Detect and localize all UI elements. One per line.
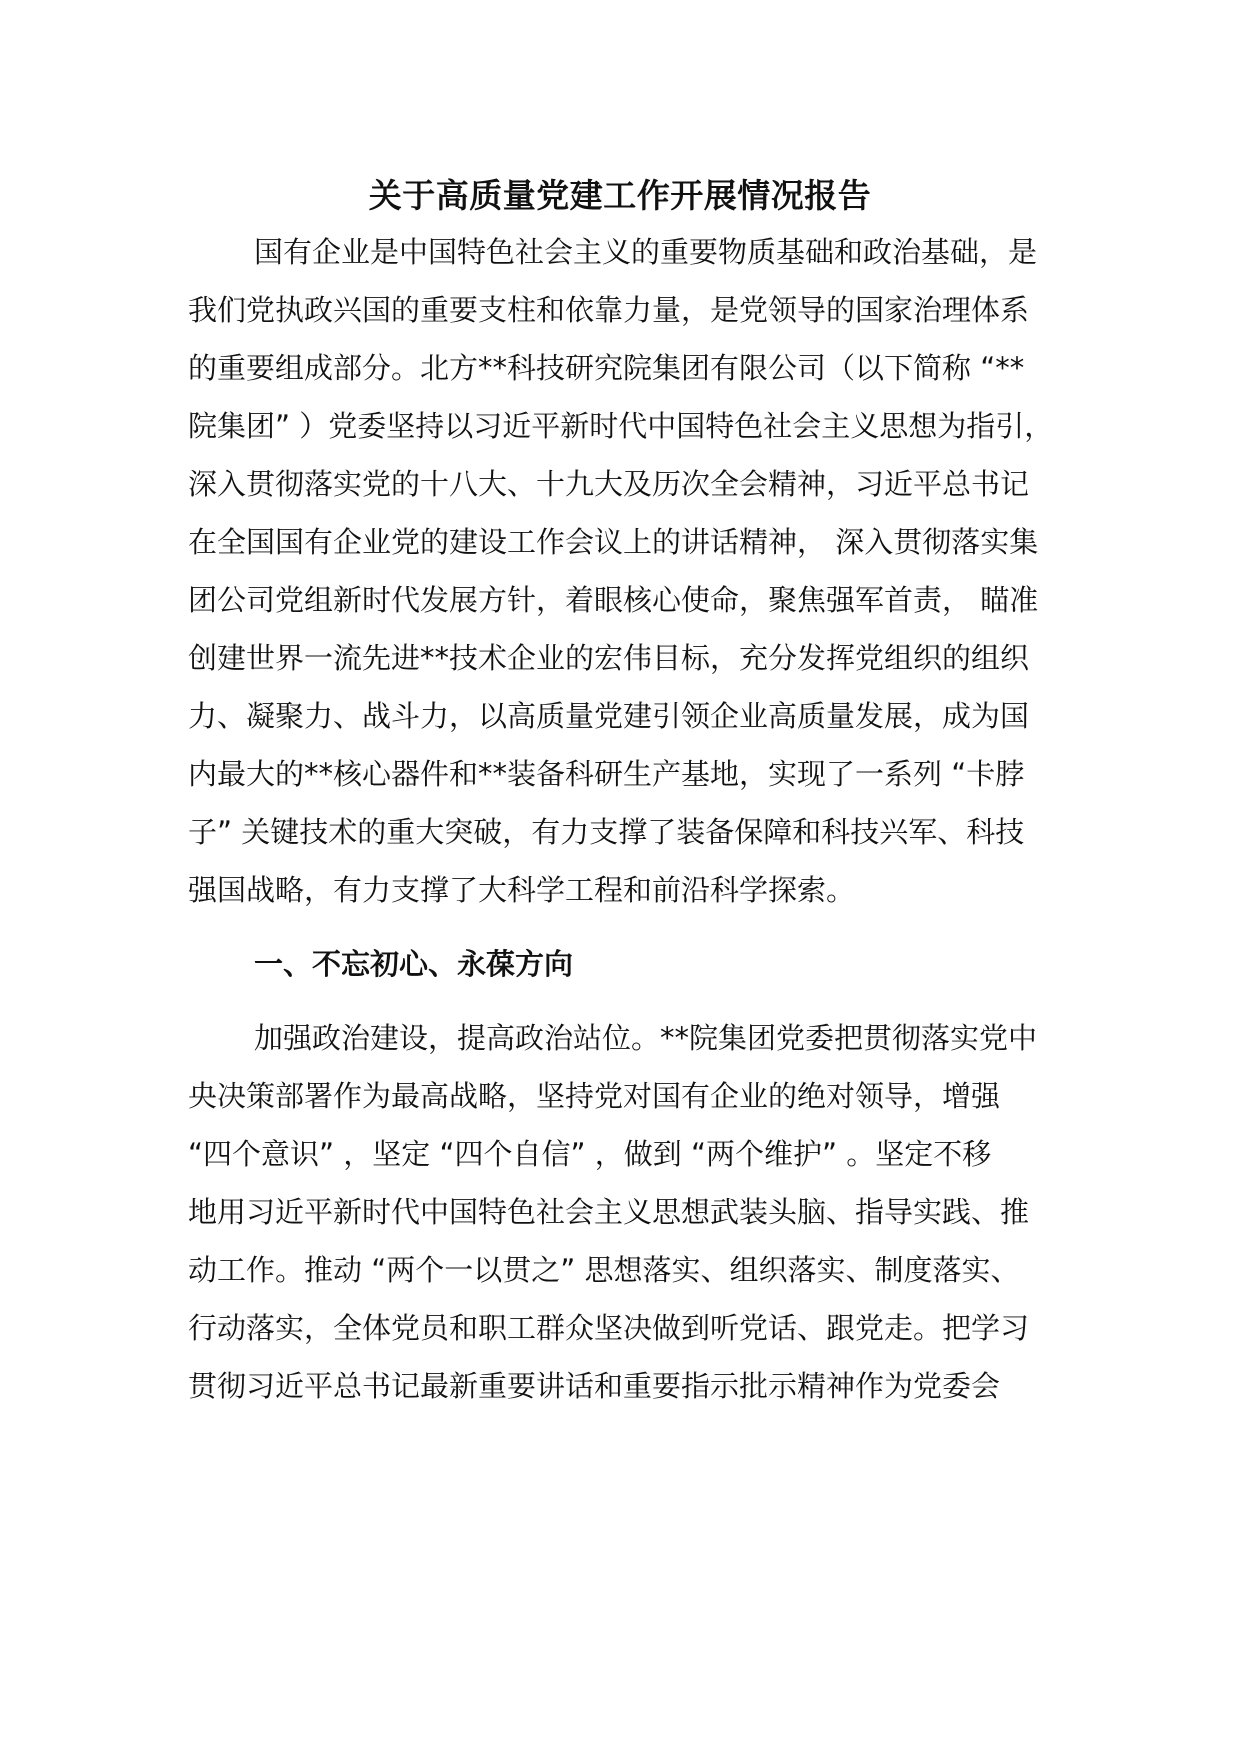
paragraph-1-line: 院集团” ）党委坚持以习近平新时代中国特色社会主义思想为指引， <box>188 409 1054 443</box>
paragraph-1-line: 强国战略，有力支撑了大科学工程和前沿科学探索。 <box>188 873 856 907</box>
paragraph-2-line: 贯彻习近平总书记最新重要讲话和重要指示批示精神作为党委会 <box>188 1369 1001 1403</box>
paragraph-2-line: 加强政治建设，提高政治站位。**院集团党委把贯彻落实党中 <box>254 1021 1038 1055</box>
paragraph-1-line: 的重要组成部分。北方**科技研究院集团有限公司（以下简称 “** <box>188 351 1025 385</box>
document-title: 关于高质量党建工作开展情况报告 <box>368 176 872 215</box>
paragraph-1-line: 内最大的**核心器件和**装备科研生产基地，实现了一系列 “卡脖 <box>188 757 1025 791</box>
paragraph-1-line: 团公司党组新时代发展方针，着眼核心使命，聚焦强军首责， 瞄准 <box>188 583 1039 617</box>
paragraph-2-line: 央决策部署作为最高战略，坚持党对国有企业的绝对领导，增强 <box>188 1079 1001 1113</box>
paragraph-2-line: 行动落实，全体党员和职工群众坚决做到听党话、跟党走。把学习 <box>188 1311 1030 1345</box>
paragraph-1-line: 深入贯彻落实党的十八大、十九大及历次全会精神，习近平总书记 <box>188 467 1030 501</box>
paragraph-2-line: “四个意识” ，坚定 “四个自信” ，做到 “两个维护” 。坚定不移 <box>188 1137 992 1171</box>
paragraph-2-line: 动工作。推动 “两个一以贯之” 思想落实、组织落实、制度落实、 <box>188 1253 1020 1287</box>
paragraph-1-line: 创建世界一流先进**技术企业的宏伟目标，充分发挥党组织的组织 <box>188 641 1030 675</box>
paragraph-1-line: 国有企业是中国特色社会主义的重要物质基础和政治基础，是 <box>254 235 1038 269</box>
paragraph-1-line: 在全国国有企业党的建设工作会议上的讲话精神， 深入贯彻落实集 <box>188 525 1039 559</box>
paragraph-1-line: 力、凝聚力、战斗力，以高质量党建引领企业高质量发展，成为国 <box>188 699 1030 733</box>
section-heading: 一、不忘初心、永葆方向 <box>254 947 574 981</box>
paragraph-1-line: 子” 关键技术的重大突破，有力支撑了装备保障和科技兴军、科技 <box>188 815 1025 849</box>
paragraph-2-line: 地用习近平新时代中国特色社会主义思想武装头脑、指导实践、推 <box>188 1195 1030 1229</box>
paragraph-1-line: 我们党执政兴国的重要支柱和依靠力量，是党领导的国家治理体系 <box>188 293 1030 327</box>
